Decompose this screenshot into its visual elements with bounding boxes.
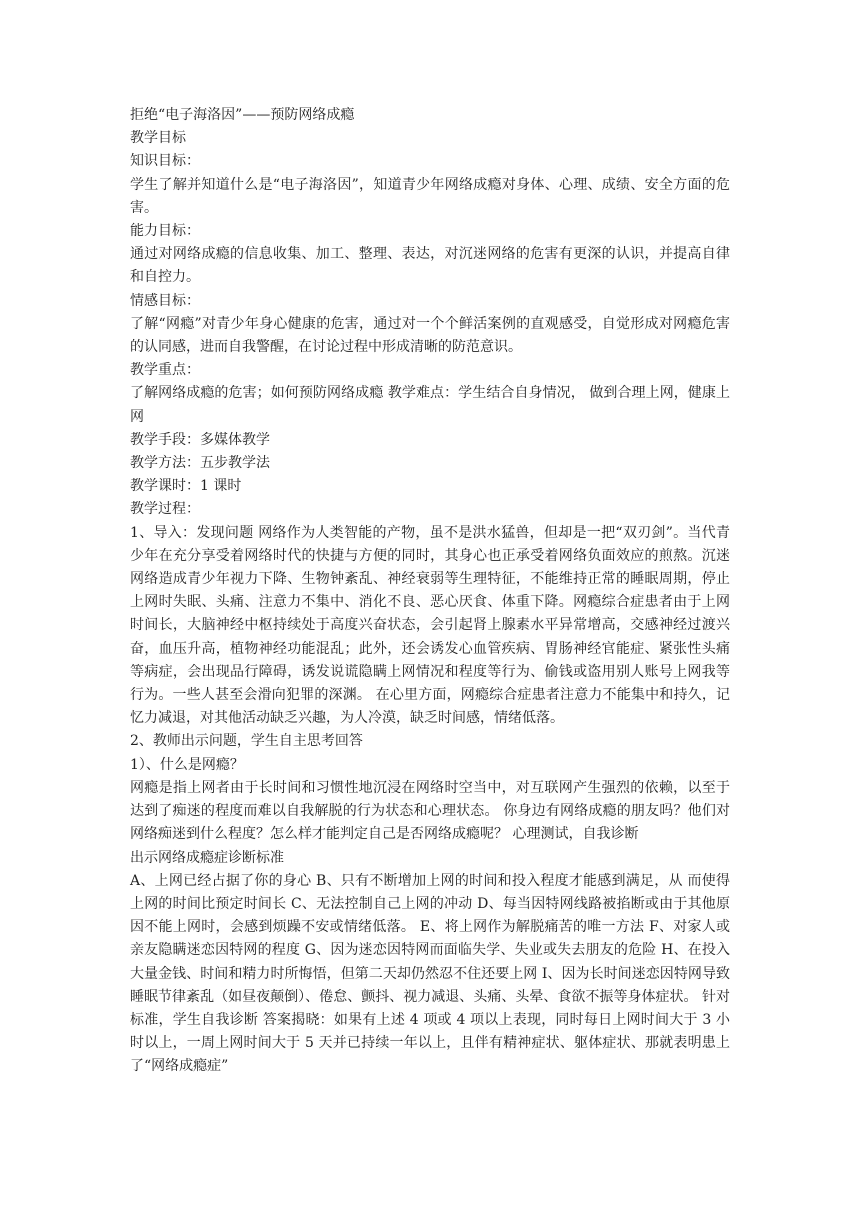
heading-knowledge-goals: 知识目标： xyxy=(130,153,200,170)
paragraph-emotion-goals: 了解“网瘾”对青少年身心健康的危害，通过对一个个鲜活案例的直观感受，自觉形成对网瘾危害的认同感，进而自我警醒，在讨论过程中形成清晰的防范意识。 xyxy=(130,315,730,356)
heading-what-is-addiction: 1）、什么是网瘾？ xyxy=(130,756,244,773)
line-teaching-means: 教学手段：多媒体教学 xyxy=(130,431,270,448)
document-body xyxy=(130,104,730,1079)
heading-teaching-goals: 教学目标 xyxy=(130,130,186,147)
heading-teaching-process: 教学过程： xyxy=(130,501,200,518)
heading-ability-goals: 能力目标： xyxy=(130,223,200,240)
heading-emotion-goals: 情感目标： xyxy=(130,292,200,309)
line-teaching-hours: 教学课时：1 课时 xyxy=(130,478,242,495)
heading-teacher-questions: 2、教师出示问题，学生自主思考回答 xyxy=(130,733,363,750)
heading-diagnosis-criteria: 出示网络成瘾症诊断标准 xyxy=(130,849,284,866)
heading-key-points: 教学重点： xyxy=(130,362,200,379)
line-teaching-method: 教学方法：五步教学法 xyxy=(130,455,270,472)
paragraph-ability-goals: 通过对网络成瘾的信息收集、加工、整理、表达，对沉迷网络的危害有更深的认识，并提高自律和自控力。 xyxy=(130,246,730,286)
document-title: 拒绝“电子海洛因”——预防网络成瘾 xyxy=(130,107,355,123)
paragraph-addiction-definition: 网瘾是指上网者由于长时间和习惯性地沉浸在网络时空当中，对互联网产生强烈的依赖，以至于达到了痴迷的程度而难以自我解脱的行为状态和心理状态。 你身边有网络成瘾的朋友吗？他们对网络痴迷到什么程度？怎么样才能判定自己是否网络成瘾呢？ 心理测试，自我诊断 xyxy=(130,779,730,843)
paragraph-key-points: 了解网络成瘾的危害；如何预防网络成瘾 教学难点：学生结合自身情况， 做到合理上网，健康上网 xyxy=(130,385,730,425)
paragraph-introduction: 1、导入：发现问题 网络作为人类智能的产物，虽不是洪水猛兽，但却是一把“双刃剑”。当代青少年在充分享受着网络时代的快捷与方便的同时，其身心也正承受着网络负面效应的煎熬。沉迷网络造成青少年视力下降、生物钟紊乱、神经衰弱等生理特征，不能维持正常的睡眠周期，停止上网时失眠、头痛、注意力不集中、消化不良、恶心厌食、体重下降。网瘾综合症患者由于上网时间长，大脑神经中枢持续处于高度兴奋状态，会引起肾上腺素水平异常增高，交感神经过渡兴奋，血压升高，植物神经功能混乱；此外，还会诱发心血管疾病、胃肠神经官能症、紧张性头痛等病症，会出现品行障碍，诱发说谎隐瞒上网情况和程度等行为、偷钱或盗用别人账号上网我等行为。一些人甚至会滑向犯罪的深渊。 在心里方面，网瘾综合症患者注意力不能集中和持久，记忆力减退，对其他活动缺乏兴趣，为人冷漠，缺乏时间感，情绪低落。 xyxy=(130,524,730,727)
paragraph-diagnosis-criteria: A、上网已经占据了你的身心 B、只有不断增加上网的时间和投入程度才能感到满足，从 而使得上网的时间比预定时间长 C、无法控制自己上网的冲动 D、每当因特网线路被掐断或由于其他原因不能上网时，会感到烦躁不安或情绪低落。 E、将上网作为解脱痛苦的唯一方法 F、对家人或亲友隐瞒迷恋因特网的程度 G、因为迷恋因特网而面临失学、失业或失去朋友的危险 H、在投入大量金钱、时间和精力时所悔悟，但第二天却仍然忍不住还要上网 I、因为长时间迷恋因特网导致睡眠节律紊乱（如昼夜颠倒）、倦怠、颤抖、视力减退、头痛、头晕、食欲不振等身体症状。 针对标准，学生自我诊断 答案揭晓：如果有上述 4 项或 4 项以上表现，同时每日上网时间大于 3 小时以上，一周上网时间大于 5 天并已持续一年以上，且伴有精神症状、躯体症状、那就表明患上了“网络成瘾症” xyxy=(130,872,730,1075)
paragraph-knowledge-goals: 学生了解并知道什么是“电子海洛因”，知道青少年网络成瘾对身体、心理、成绩、安全方面的危害。 xyxy=(130,176,730,216)
